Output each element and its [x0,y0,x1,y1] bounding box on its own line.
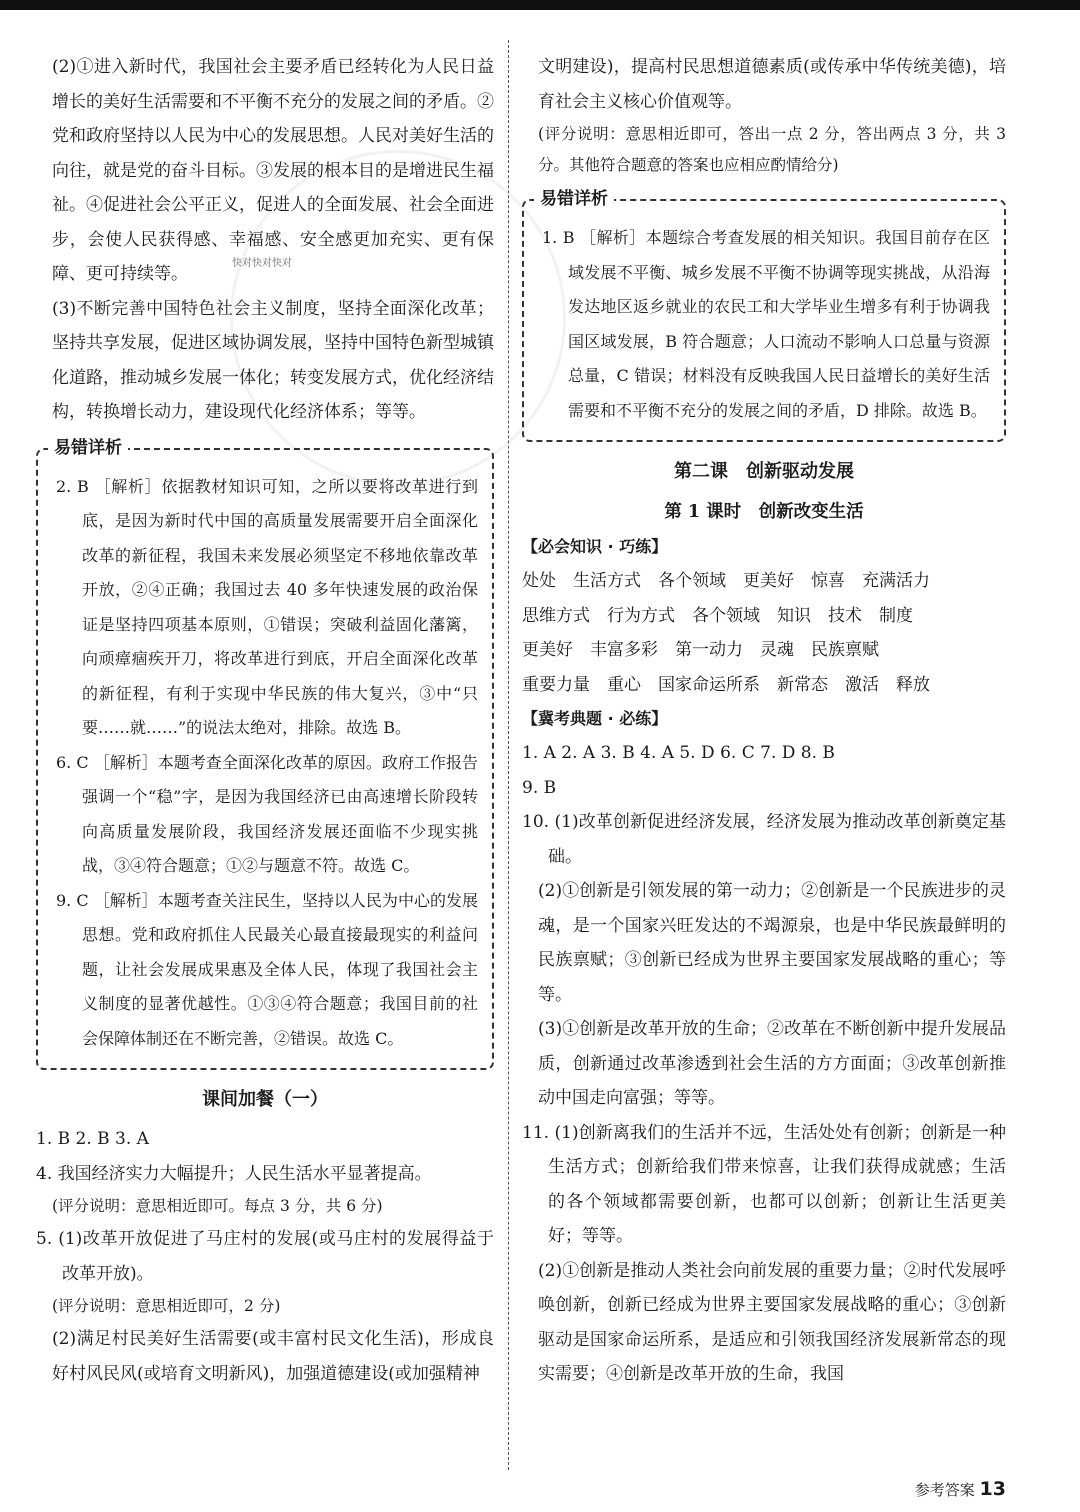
scoring-note: (评分说明：意思相近即可，答出一点 2 分，答出两点 3 分，共 3 分。其他符合题意的答案也应相应酌情给分) [538,125,1006,174]
section-title: 课间加餐（一） [202,1089,328,1110]
keyword-line: 更美好 丰富多彩 第一动力 灵魂 民族禀赋 [522,640,879,660]
answer-line: 11. (1)创新离我们的生活并不远，生活处处有创新；创新是一种生活方式；创新给我们带来惊喜，让我们获得成就感；生活的各个领域都需要创新，也都可以创新；创新让生活更美好；等等。 [522,1122,1006,1246]
answer-paragraph: 文明建设)，提高村民思想道德素质(或传承中华传统美德)，培育社会主义核心价值观等。 [538,57,1006,112]
error-analysis-title: 易错详析 [534,184,614,209]
answer-line: 5. (1)改革开放促进了马庄村的发展(或马庄村的发展得益于改革开放)。 [36,1229,494,1284]
scoring-note: (评分说明：意思相近即可，2 分) [52,1297,281,1315]
answer-line: 1. B 2. B 3. A [36,1129,149,1149]
answer-line: (2)①创新是推动人类社会向前发展的重要力量；②时代发展呼唤创新，创新已经成为世界主要国家发展战略的重心；③创新驱动是国家命运所系，是适应和引领我国经济发展新常态的现实需要；④创新是改革开放的生命，我国 [538,1260,1006,1384]
left-column [36,50,494,1391]
page-footer [915,1478,1006,1500]
analysis-item: 9. C ［解析］本题考查关注民生，坚持以人民为中心的发展思想。党和政府抓住人民最关心最直接最现实的利益问题，让社会发展成果惠及全体人民，体现了我国社会主义制度的显著优越性。①③④符合题意；我国目前的社会保障体制还在不断完善，②错误。故选 C。 [56,890,478,1048]
analysis-item: 6. C ［解析］本题考查全面深化改革的原因。政府工作报告强调一个“稳”字，是因为我国经济已由高速增长阶段转向高质量发展阶段，我国经济发展还面临不少现实挑战，③④符合题意；①②与题意不符。故选 C。 [56,752,478,875]
lesson-title: 第二课 创新驱动发展 [674,461,854,482]
top-border [0,0,1080,10]
answer-line: (2)满足村民美好生活需要(或丰富村民文化生活)，形成良好村风民风(或培育文明新风)，加强道德建设(或加强精神 [52,1329,494,1384]
analysis-item: 2. B ［解析］依据教材知识可知，之所以要将改革进行到底，是因为新时代中国的高质量发展需要开启全面深化改革的新征程，我国未来发展必须坚定不移地依靠改革开放，②④正确；我国过去 40 多年快速发展的政治保证是坚持四项基本原则，①错误；突破利益固化藩篱，向顽瘴痼疾开刀，将改革进行到底，开启全面深化改革的新征程，有利于实现中华民族的伟大复兴，③中“只要……就……”的说法太绝对，排除。故选 B。 [56,476,478,737]
error-analysis-title: 易错详析 [48,433,128,458]
section-label: 【必会知识 · 巧练】 [522,537,668,556]
section-label: 【冀考典题 · 必练】 [522,709,668,728]
keyword-line: 处处 生活方式 各个领域 更美好 惊喜 充满活力 [522,571,930,591]
choice-answers: 9. B [522,777,557,798]
keyword-line: 重要力量 重心 国家命运所系 新常态 激活 释放 [522,674,930,695]
answer-paragraph: (2)①进入新时代，我国社会主要矛盾已经转化为人民日益增长的美好生活需要和不平衡不充分的发展之间的矛盾。②党和政府坚持以人民为中心的发展思想。人民对美好生活的向往，就是党的奋斗目标。③发展的根本目的是增进民生福祉。④促进社会公平正义，促进人的全面发展、社会全面进步，会使人民获得感、幸福感、安全感更加充实、更有保障、更可持续等。 [52,57,494,284]
error-analysis-box [36,437,494,1071]
answer-line: (2)①创新是引领发展的第一动力；②创新是一个民族进步的灵魂，是一个国家兴旺发达的不竭源泉，也是中华民族最鲜明的民族禀赋；③创新已经成为世界主要国家发展战略的重心；等等。 [538,881,1006,1005]
answer-line: 4. 我国经济实力大幅提升；人民生活水平显著提高。 [36,1163,432,1184]
error-analysis-box [522,189,1006,442]
answer-paragraph: (3)不断完善中国特色社会主义制度，坚持全面深化改革；坚持共享发展，促进区域协调发展，坚持中国特色新型城镇化道路，推动城乡发展一体化；转变发展方式，优化经济结构，转换增长动力，建设现代化经济体系；等等。 [52,298,494,422]
answer-line: 10. (1)改革创新促进经济发展，经济发展为推动改革创新奠定基础。 [522,812,1006,867]
analysis-item: 1. B ［解析］本题综合考查发展的相关知识。我国目前存在区域发展不平衡、城乡发展不平衡不协调等现实挑战，从沿海发达地区返乡就业的农民工和大学毕业生增多有利于协调我国区域发展，B 符合题意；人口流动不影响人口总量与资源总量，C 错误；材料没有反映我国人民日益增长的美好生活需要和不平衡不充分的发展之间的矛盾，D 排除。故选 B。 [542,228,990,420]
keyword-line: 思维方式 行为方式 各个领域 知识 技术 制度 [522,605,913,626]
answer-line: (3)①创新是改革开放的生命；②改革在不断创新中提升发展品质，创新通过改革渗透到社会生活的方方面面；③改革创新推动中国走向富强；等等。 [538,1019,1006,1108]
watermark-text: 快对快对快对 [232,258,292,269]
footer-label: 参考答案 [914,1481,975,1499]
lesson-subtitle: 第 1 课时 创新改变生活 [664,502,864,522]
choice-answers: 1. A 2. A 3. B 4. A 5. D 6. C 7. D 8. B [522,743,835,763]
scoring-note: (评分说明：意思相近即可。每点 3 分，共 6 分) [52,1197,383,1215]
column-divider [508,40,509,1470]
right-column [522,50,1006,1392]
page-number: 13 [979,1478,1006,1500]
